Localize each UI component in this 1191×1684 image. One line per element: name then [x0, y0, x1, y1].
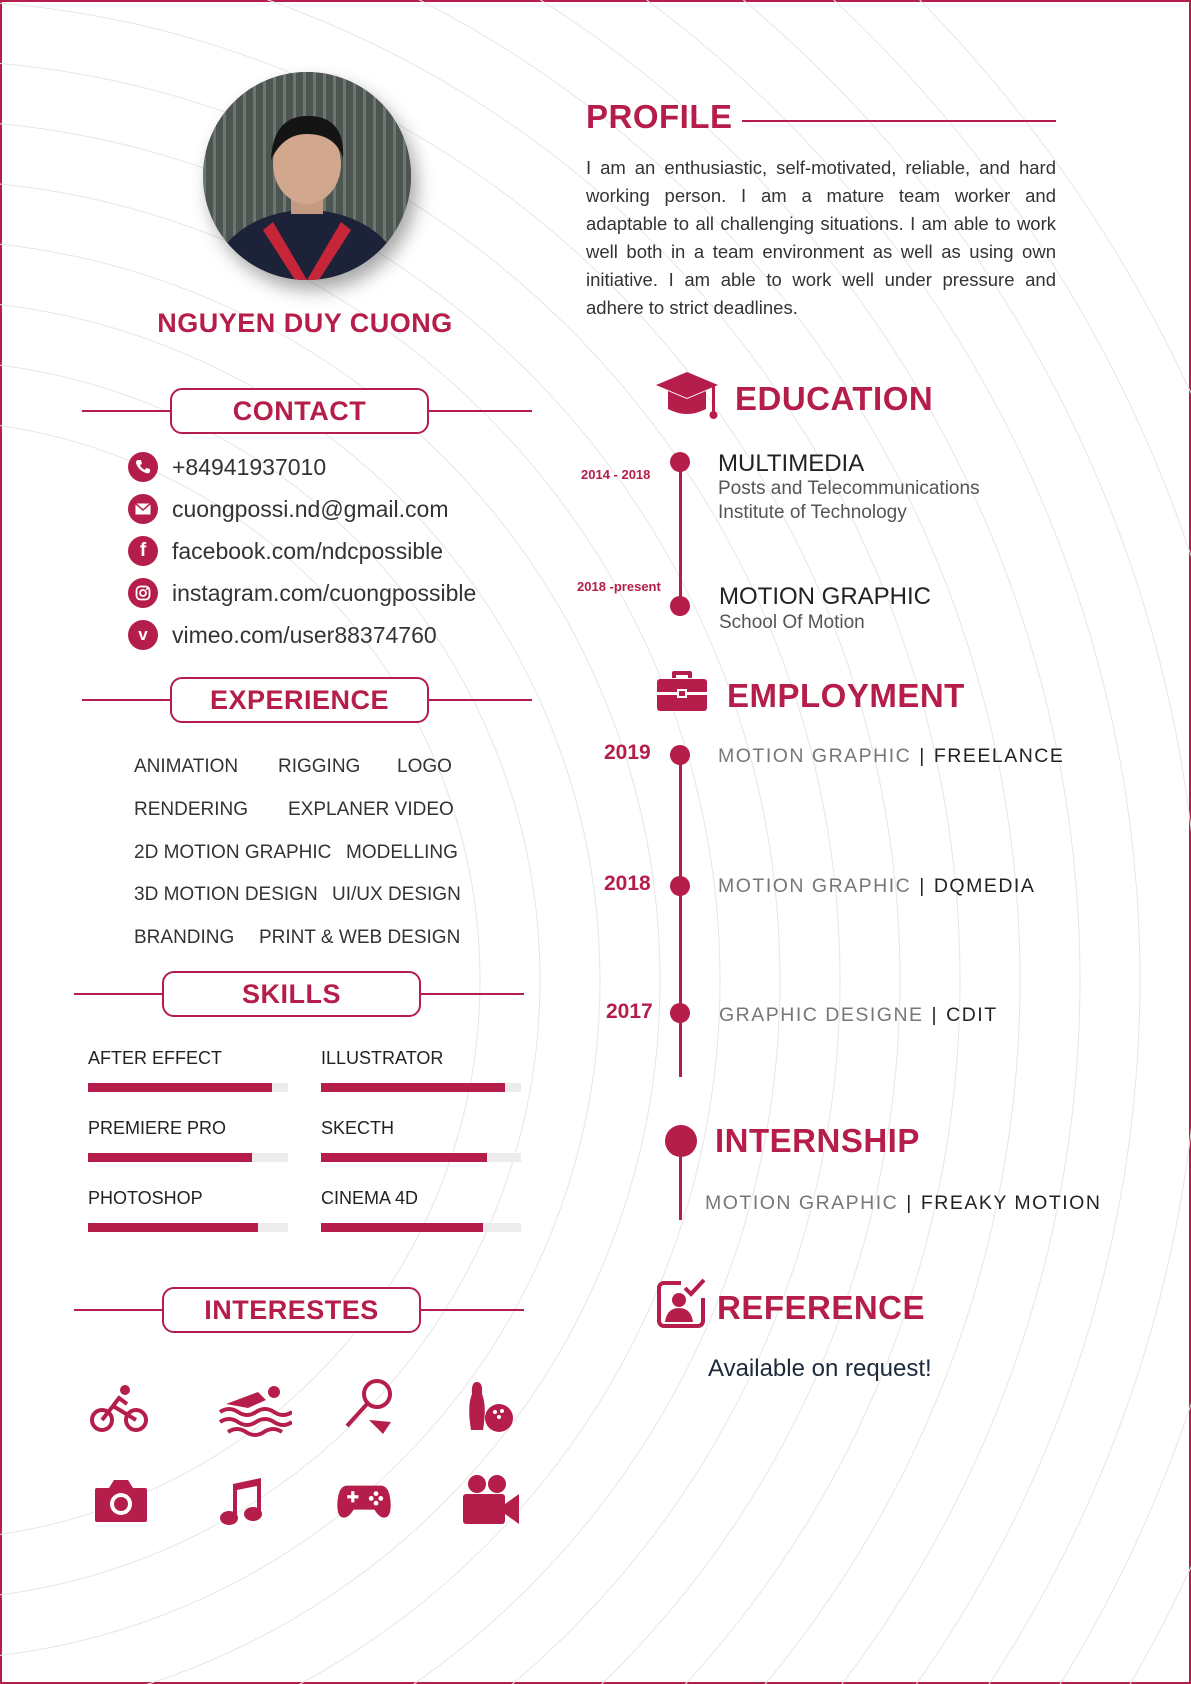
employment-entry: [719, 1004, 998, 1027]
employment-company: FREELANCE: [933, 745, 1065, 767]
experience-item: PRINT & WEB DESIGN: [259, 927, 461, 948]
employment-separator: |: [931, 1004, 939, 1026]
contact-vimeo-text: vimeo.com/user88374760: [172, 621, 437, 648]
cycling-icon: [89, 1378, 149, 1438]
skill-label: SKECTH: [321, 1118, 395, 1138]
education-school: Institute of Technology: [718, 502, 907, 523]
employment-year: 2018: [604, 872, 651, 895]
skill-label: CINEMA 4D: [321, 1188, 419, 1208]
employment-separator: |: [919, 745, 926, 767]
education-school: Posts and Telecommunications: [718, 478, 980, 499]
contact-email-text: cuongpossi.nd@gmail.com: [172, 495, 449, 522]
contact-email[interactable]: [128, 494, 448, 524]
education-years: 2014 - 2018: [581, 467, 651, 482]
experience-item: RENDERING: [134, 799, 249, 820]
employment-year: 2019: [604, 741, 651, 764]
instagram-icon: [128, 578, 158, 608]
skill-bar-fill: [321, 1083, 505, 1092]
timeline-dot: [670, 876, 690, 896]
employment-entry: [718, 875, 1035, 898]
experience-item: LOGO: [397, 756, 452, 777]
skill-bar-fill: [321, 1153, 487, 1162]
skill-bar: [88, 1153, 288, 1162]
skill-bar: [321, 1153, 521, 1162]
education-school: School Of Motion: [719, 612, 865, 633]
employment-heading: EMPLOYMENT: [727, 677, 965, 714]
interests-heading: INTERESTES: [162, 1287, 421, 1333]
experience-item: MODELLING: [346, 842, 458, 863]
skill-label: PREMIERE PRO: [88, 1118, 227, 1138]
profile-heading: PROFILE: [586, 98, 733, 135]
employment-separator: |: [919, 875, 926, 897]
experience-item: 3D MOTION DESIGN: [134, 884, 318, 905]
skill-bar: [88, 1083, 288, 1092]
employment-role: GRAPHIC DESIGNE: [719, 1004, 924, 1026]
timeline-dot: [670, 745, 690, 765]
internship-entry: [705, 1192, 1101, 1215]
music-icon: [213, 1470, 273, 1530]
education-title: MULTIMEDIA: [718, 450, 865, 477]
profile-divider: [742, 120, 1056, 122]
contact-vimeo[interactable]: [128, 620, 437, 650]
contact-facebook-text: facebook.com/ndcpossible: [172, 537, 444, 564]
experience-item: ANIMATION: [134, 756, 239, 777]
skill-label: PHOTOSHOP: [88, 1188, 203, 1208]
experience-item: 2D MOTION GRAPHIC: [134, 842, 332, 863]
timeline-dot: [670, 596, 690, 616]
experience-item: UI/UX DESIGN: [332, 884, 461, 905]
reference-icon: [657, 1278, 707, 1328]
contact-facebook[interactable]: [128, 536, 443, 566]
briefcase-icon: [656, 669, 708, 713]
skill-bar-fill: [88, 1083, 272, 1092]
experience-item: BRANDING: [134, 927, 235, 948]
contact-heading: CONTACT: [170, 388, 429, 434]
gamepad-icon: [336, 1470, 392, 1530]
skill-bar-fill: [321, 1223, 483, 1232]
internship-heading: INTERNSHIP: [715, 1122, 920, 1159]
employment-company: DQMEDIA: [933, 875, 1036, 897]
video-camera-icon: [461, 1470, 521, 1530]
skill-bar-fill: [88, 1223, 258, 1232]
internship-company: FREAKY MOTION: [920, 1192, 1102, 1214]
contact-phone-text: +84941937010: [172, 453, 327, 480]
employment-year: 2017: [606, 1000, 653, 1023]
internship-separator: |: [906, 1192, 913, 1214]
employment-role: MOTION GRAPHIC: [718, 745, 912, 767]
contact-instagram-text: instagram.com/cuongpossible: [172, 579, 477, 606]
experience-heading: EXPERIENCE: [170, 677, 429, 723]
education-timeline: [679, 462, 682, 606]
vimeo-icon: v: [128, 620, 158, 650]
email-icon: [128, 494, 158, 524]
camera-icon: [91, 1470, 151, 1530]
graduation-cap-icon: [654, 369, 720, 421]
timeline-dot: [670, 452, 690, 472]
contact-phone[interactable]: [128, 452, 326, 482]
badminton-icon: [339, 1376, 399, 1436]
internship-timeline: [679, 1150, 682, 1220]
swimming-icon: [218, 1378, 292, 1438]
employment-company: CDIT: [946, 1004, 998, 1026]
skills-heading: SKILLS: [162, 971, 421, 1017]
phone-icon: [128, 452, 158, 482]
profile-text: I am an enthusiastic, self-motivated, reliable, and hard working person. I am a mature team worker and adaptable to all challenging situations. I am able to work well both in a team environment as well as using own initiative. I am able to work well under pressure and adhere to strict deadlines.: [586, 157, 1056, 318]
employment-role: MOTION GRAPHIC: [718, 875, 912, 897]
timeline-dot: [670, 1003, 690, 1023]
bowling-icon: [465, 1376, 525, 1436]
reference-heading: REFERENCE: [717, 1289, 926, 1326]
skill-label: ILLUSTRATOR: [321, 1048, 444, 1068]
experience-item: EXPLANER VIDEO: [288, 799, 454, 820]
skill-bar: [88, 1223, 288, 1232]
avatar: [203, 72, 411, 280]
skill-bar: [321, 1083, 521, 1092]
person-name: NGUYEN DUY CUONG: [157, 308, 453, 338]
facebook-icon: f: [128, 536, 158, 566]
employment-entry: [718, 745, 1064, 768]
education-years: 2018 -present: [577, 579, 661, 594]
skill-bar: [321, 1223, 521, 1232]
skill-bar-fill: [88, 1153, 252, 1162]
reference-text: Available on request!: [708, 1355, 932, 1382]
internship-role: MOTION GRAPHIC: [705, 1192, 899, 1214]
education-title: MOTION GRAPHIC: [719, 583, 932, 610]
education-heading: EDUCATION: [735, 380, 934, 417]
employment-timeline: [679, 755, 682, 1077]
skill-label: AFTER EFFECT: [88, 1048, 222, 1068]
contact-instagram[interactable]: [128, 578, 476, 608]
experience-item: RIGGING: [278, 756, 361, 777]
